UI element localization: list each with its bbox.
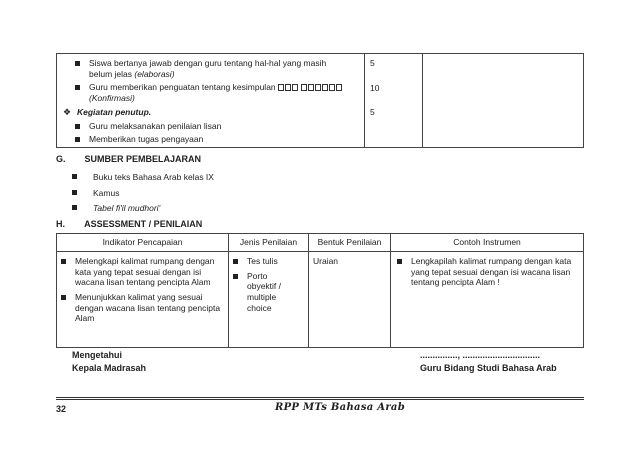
bentuk-cell (309, 252, 391, 348)
contoh-cell (391, 252, 584, 348)
bullet-icon (75, 137, 80, 142)
section-title: ASSESSMENT / PENILAIAN (84, 219, 203, 229)
footer-title: RPP MTs Bahasa Arab (275, 402, 406, 413)
activity-note: (elaborasi) (134, 68, 175, 79)
resource-text: Buku teks Bahasa Arab kelas IX (93, 172, 214, 182)
jenis-cell (229, 252, 309, 348)
contoh-text: Lengkapilah kalimat rumpang dengan kata yang tepat sesuai dengan isi wacana lisan tentang pencipta Alam ! (411, 256, 572, 288)
activity-text: belum jelas (89, 68, 132, 79)
bullet-icon (75, 124, 80, 129)
list-item (73, 134, 360, 145)
activity-text: Guru melaksanakan penilaian lisan (89, 120, 222, 131)
list-item (73, 58, 360, 79)
bullet-icon (233, 259, 238, 264)
list-item (72, 203, 214, 214)
signature-right (420, 350, 557, 375)
column-header: Indikator Pencapaian (57, 234, 229, 252)
activity-text: Memberikan tugas pengayaan (89, 134, 204, 145)
jenis-text: Porto obyektif / multiple choice (247, 270, 282, 313)
list-item (231, 256, 304, 267)
activity-text: Siswa bertanya jawab dengan guru tentang hal-hal yang masih (89, 58, 327, 68)
bentuk-text: Uraian (313, 256, 339, 266)
assessment-table (56, 233, 584, 348)
score-cell (365, 54, 423, 148)
column-header: Bentuk Penilaian (309, 234, 391, 252)
resources-list (72, 172, 214, 214)
bullet-icon (72, 205, 77, 210)
signature-label: Kepala Madrasah (72, 363, 147, 374)
bullet-icon (61, 295, 66, 300)
activity-cell (57, 54, 365, 148)
section-h-heading (56, 219, 202, 230)
column-header: Jenis Penilaian (229, 234, 309, 252)
signature-label: Mengetahui (72, 350, 123, 360)
date-placeholder: ..............., ............................... (420, 350, 541, 360)
list-item (73, 82, 360, 103)
list-item (72, 188, 214, 199)
bullet-icon (72, 174, 77, 179)
resource-text: Kamus (93, 187, 120, 198)
footer-divider (56, 399, 584, 400)
list-item (59, 292, 222, 324)
score-value: 5 (370, 58, 375, 68)
list-item (72, 172, 214, 183)
bullet-icon (397, 259, 402, 264)
indikator-cell (57, 252, 229, 348)
section-letter: H. (56, 219, 65, 229)
empty-cell (423, 54, 584, 148)
bullet-icon (72, 190, 77, 195)
list-item (395, 256, 575, 288)
bullet-icon (75, 61, 80, 66)
column-header: Contoh Instrumen (391, 234, 584, 252)
score-value: 5 (370, 107, 375, 118)
bullet-icon (233, 274, 238, 279)
section-title: SUMBER PEMBELAJARAN (84, 154, 202, 164)
closing-heading (63, 107, 360, 118)
list-item (73, 121, 360, 132)
footer-divider (56, 397, 584, 398)
signature-left (72, 350, 146, 375)
resource-text: Tabel fi'il mudhori' (93, 203, 161, 214)
signature-label: Guru Bidang Studi Bahasa Arab (420, 363, 557, 374)
list-item (59, 256, 222, 288)
indikator-text: Melengkapi kalimat rumpang dengan kata yang tepat sesuai dengan isi wacana lisan tentang pencipta Alam (75, 256, 215, 288)
activity-text: Guru memberikan penguatan tentang kesimpulan (89, 82, 276, 93)
activity-note: (Konfirmasi) (89, 92, 135, 103)
indikator-text: Menunjukkan kalimat yang sesuai dengan wacana lisan tentang pencipta Alam (75, 291, 221, 324)
top-activity-table (56, 53, 584, 148)
bullet-icon (75, 85, 80, 90)
section-letter: G. (56, 154, 66, 164)
bullet-icon (61, 259, 66, 264)
section-g-heading (56, 154, 201, 165)
heading-text: Kegiatan penutup. (77, 106, 152, 117)
score-value: 10 (370, 82, 380, 93)
page-number: 32 (56, 404, 67, 414)
list-item (231, 271, 304, 314)
diamond-bullet-icon: ❖ (63, 106, 72, 117)
arabic-text-placeholder (278, 82, 343, 92)
jenis-text: Tes tulis (247, 256, 278, 266)
